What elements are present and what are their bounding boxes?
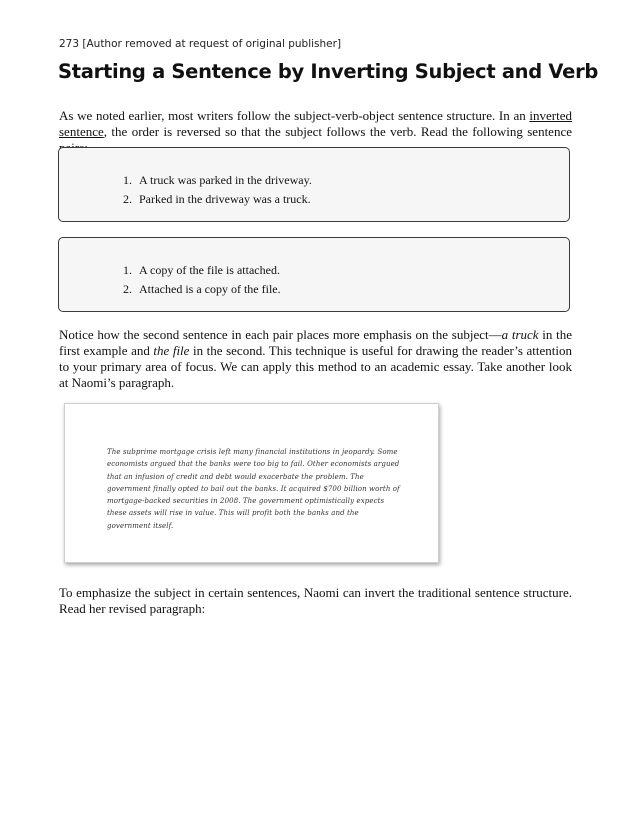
running-head: 273 [Author removed at request of original publisher] (59, 38, 342, 50)
section-title: Starting a Sentence by Inverting Subject and Verb (58, 60, 599, 83)
list-number: 1. (123, 263, 132, 277)
inverted-sentence-term: inverted sentence (59, 108, 572, 139)
example-list-1 (123, 171, 312, 209)
naomi-handwritten-paragraph: The subprime mortgage crisis left many financial institutions in jeopardy. Some economists argued that the banks were too big to fail. Other economists argued that an infusion of credit and debt would exacerbate the problem. The government finally opted to bail out the banks. It acquired $700 billion worth of mortgage-backed securities in 2008. The government optimistically expects these assets will rise in value. This will profit both the banks and the government itself. (107, 448, 400, 530)
intro-text-after: , the order is reversed so that the subject follows the verb. Read the following sentence (103, 124, 572, 139)
example-sentence: A copy of the file is attached. (139, 263, 280, 277)
explanation-paragraph (59, 327, 572, 391)
emphasis-a-truck: a truck (501, 327, 539, 342)
list-number: 2. (123, 282, 132, 296)
explanation-text-2: in the first example and (59, 327, 572, 358)
list-number: 2. (123, 192, 132, 206)
list-item (123, 171, 312, 190)
explanation-text-3: in the second. This technique is useful for drawing the reader’s attention to your primary area of focus. We can apply this method to an academic essay. Take another look at Naomi’s paragraph. (59, 343, 572, 390)
closing-paragraph: To emphasize the subject in certain sentences, Naomi can invert the traditional sentence structure. Read her revised paragraph: (59, 585, 572, 616)
list-item (123, 190, 312, 209)
naomi-paragraph-figure (64, 403, 439, 563)
explanation-text-1: Notice how the second sentence in each pair places more emphasis on the subject— (59, 327, 502, 342)
example-box-1 (58, 147, 570, 222)
example-sentence: Parked in the driveway was a truck. (139, 192, 311, 206)
example-list-2 (123, 261, 281, 299)
list-item (123, 261, 281, 280)
intro-text-before: As we noted earlier, most writers follow the subject-verb-object sentence structure. In an (59, 108, 530, 123)
example-sentence: Attached is a copy of the file. (139, 282, 281, 296)
list-number: 1. (123, 173, 132, 187)
emphasis-the-file: the file (153, 343, 190, 358)
example-box-2 (58, 237, 570, 312)
list-item (123, 280, 281, 299)
example-sentence: A truck was parked in the driveway. (139, 173, 312, 187)
